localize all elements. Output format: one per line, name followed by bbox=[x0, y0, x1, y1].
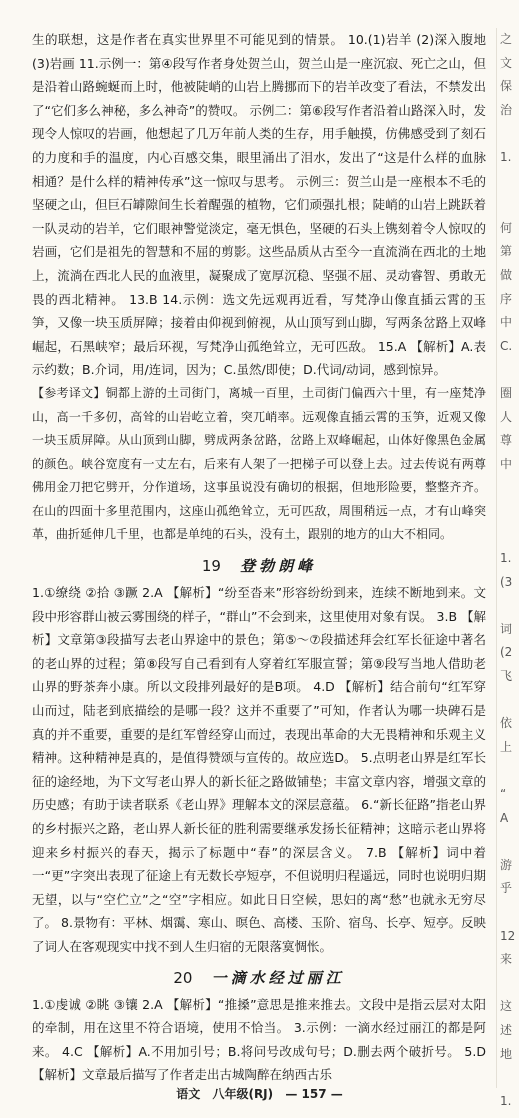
edge-char: 做 bbox=[500, 267, 513, 282]
edge-char: 文 bbox=[500, 55, 513, 70]
edge-char: 游 bbox=[500, 857, 513, 872]
footer-subject: 语文 bbox=[176, 1087, 201, 1101]
edge-char: 1. bbox=[500, 551, 512, 566]
edge-char bbox=[497, 830, 519, 854]
edge-char bbox=[497, 689, 519, 713]
edge-char bbox=[497, 523, 519, 547]
page-footer bbox=[0, 1085, 519, 1102]
edge-char: 治 bbox=[500, 102, 513, 117]
section-title: 一滴水经过丽江 bbox=[211, 968, 345, 987]
edge-char bbox=[497, 594, 519, 618]
answer-paragraph-20: 1.①虔诚 ②眺 ③镶 2.A 【解析】“推搡”意思是推来推去。文段中是指云层对太阳的牵制，用在这里不符合语境，使用不恰当。 3.示例：一滴水经过丽江的都是阿来。 4.C 【解析】A.不用加引号；B.将问号改成句号；D.删去两个破折号。 5.D 【解析】文章最后描写了作者走出古城陶醉在纳西古乐 bbox=[32, 996, 486, 1083]
edge-char: 上 bbox=[500, 739, 513, 754]
edge-char: (2 bbox=[500, 645, 513, 660]
edge-char: 序 bbox=[500, 291, 513, 306]
edge-char bbox=[497, 358, 519, 382]
footer-page-number: — 157 — bbox=[285, 1087, 343, 1101]
edge-char bbox=[497, 500, 519, 524]
reference-translation: 【参考译文】铜都上游的土司街门，离城一百里，土司街门偏西六十里，有一座梵净山，高一千多仞，高耸的山岩屹立着，突兀峭率。远观像直插云霄的玉笋，近观又像一块玉质屏障。从山顶到山脚，劈成两条岔路，岔路上双峰崛起，山体好像黑色金属的颜色。峡谷宽度有一丈左右，后来有人架了一把梯子可以登上去。过去传说有两尊佛用金刀把它劈开，分作道场，这事虽说没有确切的根据，但地形险要，整整齐齐。在山的四面十多里范围内，这座山孤绝耸立，无可匹敌，周围稍远一点，才有山峰突革，曲折延伸几千里，也都是单纯的石头，没有土，跟别的地方的山大不相同。 bbox=[32, 385, 486, 542]
answer-paragraph-18: 生的联想，这是作者在真实世界里不可能见到的情景。 10.(1)岩羊 (2)深入腹地 (3)岩画 11.示例一：第④段写作者身处贺兰山，贺兰山是一座沉寂、死亡之山，但是沿着山路蜿蜒而上时，他被陡峭的山岩上腾挪而下的岩羊改变了看法，不禁发出了“它们多么神秘，多么神奇”的赞叹。 示例二：第⑥段写作者沿着山路深入时，发现令人惊叹的岩画，他想起了几万年前人类的生存，用手触摸，仿佛感受到了刻石的力度和手的温度，内心百感交集，眼里涌出了泪水，发出了“这是什么样的血脉相通？是什么样的精神传承”这一惊叹与思考。 示例三：贺兰山是一座根本不毛的坚硬之山，但巨石罅隙间生长着醒强的植物，它们顽强扎根；陡峭的山岩上跳跃着一队灵动的岩羊，它们眼神警觉淡定，毫无惧色，坚硬的石头上镌刻着令人惊叹的岩画，它们是祖先的智慧和不屈的剪影。这些品质从古至今一直流淌在西北的土地上，流淌在西北人民的血液里，凝聚成了宽厚沉稳、坚强不屈、灵动睿智、勇敢无畏的西北精神。 13.B 14.示例：选文先远观再近看，写梵净山像直插云霄的玉笋，又像一块玉质屏障；接着由仰视到俯视，从山顶写到山脚，写两条岔路上双峰崛起，石黑峡窄；最后环视，写梵净山孤绝耸立，无可匹敌。 15.A 【解析】A.表示约数；B.介词，用/连词，因为；C.虽然/即使；D.代词/动词，感到惊异。 bbox=[32, 32, 486, 378]
edge-char: 乎 bbox=[500, 881, 513, 896]
edge-char: 人 bbox=[500, 409, 513, 424]
edge-char: 第 bbox=[500, 244, 513, 259]
edge-char bbox=[497, 901, 519, 925]
edge-char: 这 bbox=[500, 999, 513, 1014]
edge-char: 何 bbox=[500, 220, 513, 235]
edge-char bbox=[497, 170, 519, 194]
edge-char: 地 bbox=[500, 1046, 513, 1061]
footer-grade: 八年级(RJ) bbox=[212, 1087, 274, 1101]
edge-char: 词 bbox=[500, 621, 513, 636]
edge-char bbox=[497, 193, 519, 217]
edge-char: “ bbox=[500, 787, 507, 801]
edge-char: 中 bbox=[500, 315, 513, 330]
section-heading-19 bbox=[32, 553, 486, 579]
edge-char bbox=[497, 972, 519, 996]
edge-char: 1. bbox=[500, 149, 512, 164]
edge-char: 圈 bbox=[500, 385, 513, 400]
edge-char: 尊 bbox=[500, 433, 513, 448]
edge-char: 保 bbox=[500, 79, 513, 94]
section-heading-20 bbox=[32, 965, 486, 991]
edge-char: 1. bbox=[500, 1093, 512, 1108]
edge-char bbox=[497, 759, 519, 783]
section-number: 20 bbox=[173, 968, 193, 987]
section-number: 19 bbox=[201, 557, 221, 576]
edge-char bbox=[497, 476, 519, 500]
edge-char: A bbox=[500, 810, 509, 825]
section-title: 登勃朗峰 bbox=[240, 557, 317, 576]
edge-char: 来 bbox=[500, 952, 513, 967]
edge-char: 之 bbox=[500, 32, 513, 46]
edge-char: 飞 bbox=[500, 669, 513, 684]
edge-char: 中 bbox=[500, 456, 513, 471]
answer-paragraph-19: 1.①缭绕 ②拾 ③蹶 2.A 【解析】“纷至沓来”形容纷纷到来，连续不断地到来。文段中形容群山被云雾围绕的样子，“群山”不会到来，这里使用对象有误。 3.B 【解析】文章第③段描写去老山界途中的景色；第⑤～⑦段描述拜会红军长征途中著名的老山界的过程；第⑧段写自己看到有人穿着红军服宣誓；第⑨段写当地人借助老山界的野茶奔小康。所以文段排列最好的是B项。 4.D 【解析】结合前句“红军穿山而过，陆老到底描绘的是哪一段？这并不重要了”可知，作者认为哪一块碑石是真的并不重要，重要的是红军曾经穿山而过，表现出革命的大无畏精神和乐观主义精神。这种精神是真的，是值得赞颂与宣传的。故应选D。 5.点明老山界是红军长征的途经地，为下文写老山界人的新长征之路做铺垫；丰富文章内容，增强文章的历史感；有助于读者联系《老山界》理解本文的深层意蕴。 6.“新长征路”指老山界的乡村振兴之路，老山界人新长征的胜利需要继承发扬长征精神；这暗示老山界将迎来乡村振兴的春天，揭示了标题中“春”的深层含义。 7.B 【解析】词中着一“更”字突出表现了征途上有无数长亭短亭，不但说明归程遥远，同时也说明归期无望，以与“空伫立”之“空”字相应。如此日日空候，思妇的离“愁”也就永无穷尽了。 8.景物有：平林、烟霭、寒山、暝色、高楼、玉阶、宿鸟、长亭、短亭。反映了词人在客观现实中找不到人生归宿的无限落寞惆怅。 bbox=[32, 585, 486, 954]
main-column bbox=[32, 28, 486, 1087]
right-edge-column bbox=[496, 28, 519, 1108]
edge-char: (3 bbox=[500, 574, 513, 589]
edge-char: 12 bbox=[500, 928, 516, 943]
edge-char: C. bbox=[500, 338, 513, 353]
edge-char: 依 bbox=[500, 716, 513, 731]
edge-char: 述 bbox=[500, 1022, 513, 1037]
edge-char bbox=[497, 122, 519, 146]
